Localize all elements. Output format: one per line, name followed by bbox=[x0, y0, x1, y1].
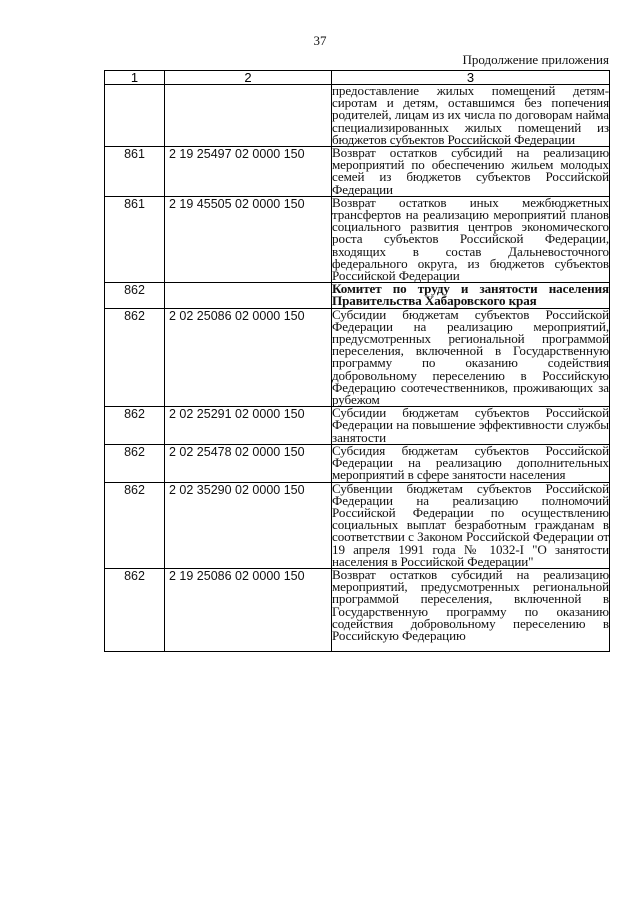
budget-code-cell: 2 02 25291 02 0000 150 bbox=[165, 407, 332, 445]
description-cell: Субвенции бюджетам субъектов Российской Федерации на реализацию полномочий Российской Федерации по осуществлению социальных выплат безработным гражданам в соответствии с Законом Российской Федерации от 19 апреля 1991 года № 1032-I "О занятости населения в Российской Федерации" bbox=[332, 480, 609, 569]
admin-code-cell: 862 bbox=[105, 482, 165, 568]
description-cell: Субсидии бюджетам субъектов Российской Федерации на повышение эффективности службы занятости bbox=[332, 405, 609, 445]
budget-code-cell: 2 19 45505 02 0000 150 bbox=[165, 196, 332, 282]
admin-code-cell: 862 bbox=[105, 308, 165, 407]
description-cell: Субсидия бюджетам субъектов Российской Федерации на реализацию дополнительных мероприятий в сфере занятости населения bbox=[332, 442, 609, 483]
admin-code-cell: 861 bbox=[105, 196, 165, 282]
table-row bbox=[105, 308, 610, 407]
budget-code-cell: 2 02 25478 02 0000 150 bbox=[165, 444, 332, 482]
column-header-code: 2 bbox=[165, 71, 332, 85]
description-cell: Субсидии бюджетам субъектов Российской Федерации на реализацию мероприятий, предусмотренных региональной программой переселения, включенной в Государственную программу по оказанию содействия добровольному переселению в Российскую Федерацию соотечественников, проживающих за рубежом bbox=[332, 306, 609, 408]
table-row bbox=[105, 568, 610, 651]
admin-code-cell: 862 bbox=[105, 444, 165, 482]
table-row bbox=[105, 283, 610, 308]
description-cell: Возврат остатков субсидий на реализацию мероприятий по обеспечению жильем молодых семей из бюджетов субъектов Российской Федерации bbox=[332, 145, 609, 197]
table-row bbox=[105, 407, 610, 445]
admin-code-cell: 862 bbox=[105, 407, 165, 445]
table-row bbox=[105, 444, 610, 482]
admin-code-cell: 862 bbox=[105, 568, 165, 651]
page-number: 37 bbox=[313, 33, 327, 48]
description-cell: предоставление жилых помещений детям-сиротам и детям, оставшимся без попечения родителей, лицам из их числа по договорам найма специализированных жилых помещений из бюджетов субъектов Российской Федерации bbox=[332, 83, 609, 147]
description-cell: Возврат остатков иных межбюджетных трансфертов на реализацию мероприятий планов социального развития центров экономического роста субъектов Российской Федерации, входящих в состав Дальневосточного федерального округа, из бюджетов субъектов Российской Федерации bbox=[332, 194, 609, 284]
admin-code-cell bbox=[105, 85, 165, 147]
table-row bbox=[105, 85, 610, 147]
budget-code-cell: 2 02 25086 02 0000 150 bbox=[165, 308, 332, 407]
section-title-cell: Комитет по труду и занятости населения Правительства Хабаровского края bbox=[332, 281, 609, 309]
revenue-codes-table bbox=[104, 70, 610, 652]
table-row bbox=[105, 482, 610, 568]
continuation-label: Продолжение приложения bbox=[462, 52, 609, 67]
table-row bbox=[105, 147, 610, 197]
column-header-admin: 1 bbox=[105, 71, 165, 85]
budget-code-cell bbox=[165, 283, 332, 308]
description-cell: Возврат остатков субсидий на реализацию мероприятий, предусмотренных региональной программой переселения, включенной в Государственную программу по оказанию содействия добровольному переселению в Российскую Федерацию bbox=[332, 568, 610, 651]
column-header-name: 3 bbox=[332, 71, 610, 85]
admin-code-cell: 861 bbox=[105, 147, 165, 197]
budget-code-cell: 2 19 25497 02 0000 150 bbox=[165, 147, 332, 197]
admin-code-cell: 862 bbox=[105, 283, 165, 308]
table-row bbox=[105, 196, 610, 282]
budget-code-cell: 2 02 35290 02 0000 150 bbox=[165, 482, 332, 568]
budget-code-cell: 2 19 25086 02 0000 150 bbox=[165, 568, 332, 651]
budget-code-cell bbox=[165, 85, 332, 147]
